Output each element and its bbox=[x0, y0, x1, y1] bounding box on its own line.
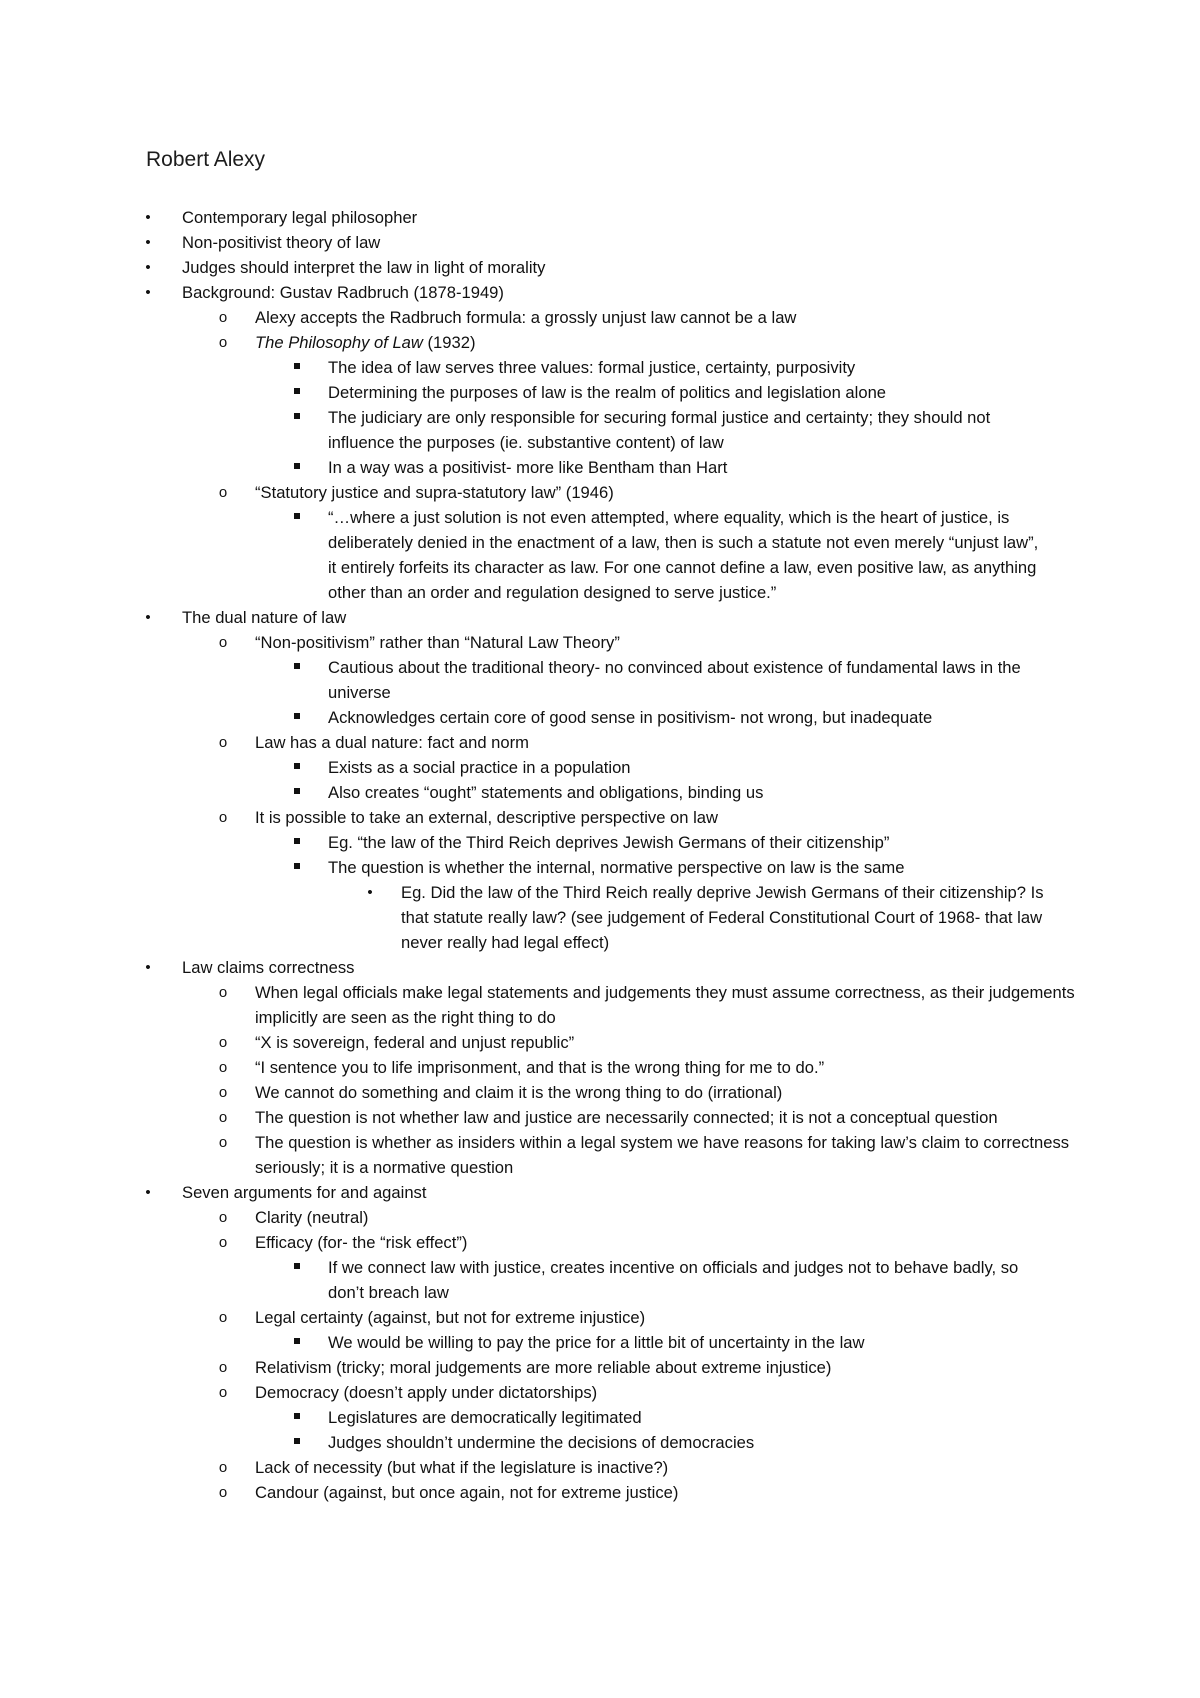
circle-bullet-icon: o bbox=[218, 309, 228, 326]
outline-item-level-2 bbox=[0, 705, 1200, 730]
item-text: Democracy (doesn’t apply under dictatorships) bbox=[255, 1383, 598, 1402]
square-bullet-icon bbox=[287, 405, 307, 430]
item-text: The dual nature of law bbox=[182, 608, 347, 627]
outline-item-level-1 bbox=[0, 1205, 1200, 1230]
circle-bullet-icon: o bbox=[218, 334, 228, 351]
outline-item-level-1 bbox=[0, 630, 1200, 655]
item-text: Law has a dual nature: fact and norm bbox=[255, 733, 529, 752]
square-bullet-icon bbox=[287, 455, 307, 480]
item-text: “I sentence you to life imprisonment, and that is the wrong thing for me to do.” bbox=[255, 1058, 825, 1077]
circle-bullet-icon: o bbox=[218, 1459, 228, 1476]
outline-item-level-2 bbox=[0, 380, 1200, 405]
outline-item-level-1 bbox=[0, 730, 1200, 755]
disc-bullet-icon: • bbox=[145, 609, 151, 626]
item-text: Determining the purposes of law is the realm of politics and legislation alone bbox=[328, 383, 887, 402]
item-text: Cautious about the traditional theory- no convinced about existence of fundamental laws in the universe bbox=[328, 658, 1021, 702]
item-text: Non-positivist theory of law bbox=[182, 233, 381, 252]
disc-bullet-icon: • bbox=[145, 284, 151, 301]
outline-item-level-2 bbox=[0, 830, 1200, 855]
item-text: Candour (against, but once again, not for extreme justice) bbox=[255, 1483, 679, 1502]
outline-item-level-1 bbox=[0, 1355, 1200, 1380]
circle-bullet-icon: o bbox=[218, 1234, 228, 1251]
outline-item-level-1 bbox=[0, 1030, 1200, 1055]
item-text: The judiciary are only responsible for securing formal justice and certainty; they should not influence the purposes (ie. substantive content) of law bbox=[328, 408, 991, 452]
square-bullet-icon bbox=[287, 1255, 307, 1280]
outline-item-level-2 bbox=[0, 1430, 1200, 1455]
outline-item-level-0 bbox=[0, 280, 1200, 305]
outline-item-level-1 bbox=[0, 1080, 1200, 1105]
disc-bullet-icon: • bbox=[145, 959, 151, 976]
circle-bullet-icon: o bbox=[218, 1484, 228, 1501]
document-title: Robert Alexy bbox=[146, 148, 266, 171]
outline-item-level-1 bbox=[0, 480, 1200, 505]
item-text: Contemporary legal philosopher bbox=[182, 208, 418, 227]
item-text: Acknowledges certain core of good sense in positivism- not wrong, but inadequate bbox=[328, 708, 933, 727]
item-text: If we connect law with justice, creates incentive on officials and judges not to behave badly, so don’t breach law bbox=[328, 1258, 1019, 1302]
outline-item-level-0 bbox=[0, 205, 1200, 230]
outline-item-level-1 bbox=[0, 1230, 1200, 1255]
item-text: Efficacy (for- the “risk effect”) bbox=[255, 1233, 468, 1252]
square-bullet-icon bbox=[287, 755, 307, 780]
outline-item-level-2 bbox=[0, 755, 1200, 780]
item-text: When legal officials make legal statements and judgements they must assume correctness, as their judgements implicitly are seen as the right thing to do bbox=[255, 983, 1075, 1027]
outline-item-level-0 bbox=[0, 230, 1200, 255]
circle-bullet-icon: o bbox=[218, 634, 228, 651]
circle-bullet-icon: o bbox=[218, 1309, 228, 1326]
circle-bullet-icon: o bbox=[218, 1384, 228, 1401]
outline-item-level-1 bbox=[0, 1130, 1200, 1180]
circle-bullet-icon: o bbox=[218, 734, 228, 751]
item-text: We would be willing to pay the price for a little bit of uncertainty in the law bbox=[328, 1333, 865, 1352]
circle-bullet-icon: o bbox=[218, 984, 228, 1001]
item-text: Background: Gustav Radbruch (1878-1949) bbox=[182, 283, 504, 302]
outline-item-level-1 bbox=[0, 1480, 1200, 1505]
square-bullet-icon bbox=[287, 780, 307, 805]
circle-bullet-icon: o bbox=[218, 1134, 228, 1151]
item-text: Legal certainty (against, but not for extreme injustice) bbox=[255, 1308, 646, 1327]
outline-item-level-1 bbox=[0, 980, 1200, 1030]
outline-item-level-1 bbox=[0, 1105, 1200, 1130]
item-text: Legislatures are democratically legitimated bbox=[328, 1408, 642, 1427]
item-text: Seven arguments for and against bbox=[182, 1183, 427, 1202]
square-bullet-icon bbox=[287, 355, 307, 380]
item-text: In a way was a positivist- more like Bentham than Hart bbox=[328, 458, 728, 477]
item-text: Relativism (tricky; moral judgements are more reliable about extreme injustice) bbox=[255, 1358, 832, 1377]
item-text: Exists as a social practice in a population bbox=[328, 758, 631, 777]
disc-bullet-icon: • bbox=[145, 1184, 151, 1201]
outline-item-level-1 bbox=[0, 1055, 1200, 1080]
item-text: “…where a just solution is not even attempted, where equality, which is the heart of justice, is deliberately denied in the enactment of a law, then is such a statute not even merely “unjust law”, it entirely forfeits its character as law. For one cannot define a law, even positive law, as anything other than an order and regulation designed to serve justice.” bbox=[328, 508, 1039, 602]
item-text: Eg. “the law of the Third Reich deprives Jewish Germans of their citizenship” bbox=[328, 833, 890, 852]
outline-item-level-2 bbox=[0, 780, 1200, 805]
outline-item-level-2 bbox=[0, 455, 1200, 480]
outline-item-level-0 bbox=[0, 605, 1200, 630]
item-text: The idea of law serves three values: formal justice, certainty, purposivity bbox=[328, 358, 856, 377]
circle-bullet-icon: o bbox=[218, 1209, 228, 1226]
item-italic-title: The Philosophy of Law bbox=[255, 333, 423, 352]
item-text: It is possible to take an external, descriptive perspective on law bbox=[255, 808, 719, 827]
outline-item-level-2 bbox=[0, 655, 1200, 705]
item-text: Judges should interpret the law in light of morality bbox=[182, 258, 546, 277]
disc-bullet-icon: • bbox=[145, 234, 151, 251]
outline-item-level-1 bbox=[0, 1305, 1200, 1330]
outline-item-level-1 bbox=[0, 1380, 1200, 1405]
square-bullet-icon bbox=[287, 1330, 307, 1355]
outline-item-level-1 bbox=[0, 305, 1200, 330]
square-bullet-icon bbox=[287, 855, 307, 880]
square-bullet-icon bbox=[287, 705, 307, 730]
item-text: “Statutory justice and supra-statutory law” (1946) bbox=[255, 483, 614, 502]
outline-item-level-2 bbox=[0, 355, 1200, 380]
item-text: Eg. Did the law of the Third Reich really deprive Jewish Germans of their citizenship? Is that statute really law? (see judgement of Federal Constitutional Court of 1968- that law never really had legal effect) bbox=[401, 883, 1044, 952]
disc-bullet-icon: • bbox=[145, 209, 151, 226]
item-text: Judges shouldn’t undermine the decisions of democracies bbox=[328, 1433, 755, 1452]
disc-bullet-icon: • bbox=[145, 259, 151, 276]
square-bullet-icon bbox=[287, 1430, 307, 1455]
item-text: Clarity (neutral) bbox=[255, 1208, 369, 1227]
outline-item-level-2 bbox=[0, 505, 1200, 605]
circle-bullet-icon: o bbox=[218, 1109, 228, 1126]
item-text: The question is whether the internal, normative perspective on law is the same bbox=[328, 858, 905, 877]
circle-bullet-icon: o bbox=[218, 1359, 228, 1376]
item-text: We cannot do something and claim it is the wrong thing to do (irrational) bbox=[255, 1083, 783, 1102]
outline-item-level-2 bbox=[0, 1255, 1200, 1305]
outline-list bbox=[0, 205, 1200, 1505]
square-bullet-icon bbox=[287, 830, 307, 855]
item-text: “X is sovereign, federal and unjust republic” bbox=[255, 1033, 575, 1052]
circle-bullet-icon: o bbox=[218, 809, 228, 826]
item-text: The question is not whether law and justice are necessarily connected; it is not a conceptual question bbox=[255, 1108, 998, 1127]
square-bullet-icon bbox=[287, 505, 307, 530]
item-text: Alexy accepts the Radbruch formula: a grossly unjust law cannot be a law bbox=[255, 308, 797, 327]
square-bullet-icon bbox=[287, 380, 307, 405]
circle-bullet-icon: o bbox=[218, 1059, 228, 1076]
outline-item-level-0 bbox=[0, 255, 1200, 280]
item-text: Lack of necessity (but what if the legislature is inactive?) bbox=[255, 1458, 669, 1477]
circle-bullet-icon: o bbox=[218, 1034, 228, 1051]
outline-item-level-1 bbox=[0, 805, 1200, 830]
outline-item-level-0 bbox=[0, 955, 1200, 980]
circle-bullet-icon: o bbox=[218, 1084, 228, 1101]
outline-item-level-1 bbox=[0, 1455, 1200, 1480]
item-text: “Non-positivism” rather than “Natural Law Theory” bbox=[255, 633, 620, 652]
item-text: Law claims correctness bbox=[182, 958, 355, 977]
square-bullet-icon bbox=[287, 655, 307, 680]
circle-bullet-icon: o bbox=[218, 484, 228, 501]
item-text: The question is whether as insiders within a legal system we have reasons for taking law’s claim to correctness seriously; it is a normative question bbox=[255, 1133, 1070, 1177]
item-text: (1932) bbox=[422, 333, 476, 352]
outline-item-level-0 bbox=[0, 1180, 1200, 1205]
outline-item-level-3 bbox=[0, 880, 1200, 955]
square-bullet-icon bbox=[287, 1405, 307, 1430]
outline-item-level-2 bbox=[0, 1405, 1200, 1430]
disc-bullet-icon: • bbox=[367, 884, 373, 901]
outline-item-level-2 bbox=[0, 855, 1200, 880]
item-text: Also creates “ought” statements and obligations, binding us bbox=[328, 783, 764, 802]
outline-item-level-2 bbox=[0, 405, 1200, 455]
outline-item-level-2 bbox=[0, 1330, 1200, 1355]
outline-item-level-1 bbox=[0, 330, 1200, 355]
